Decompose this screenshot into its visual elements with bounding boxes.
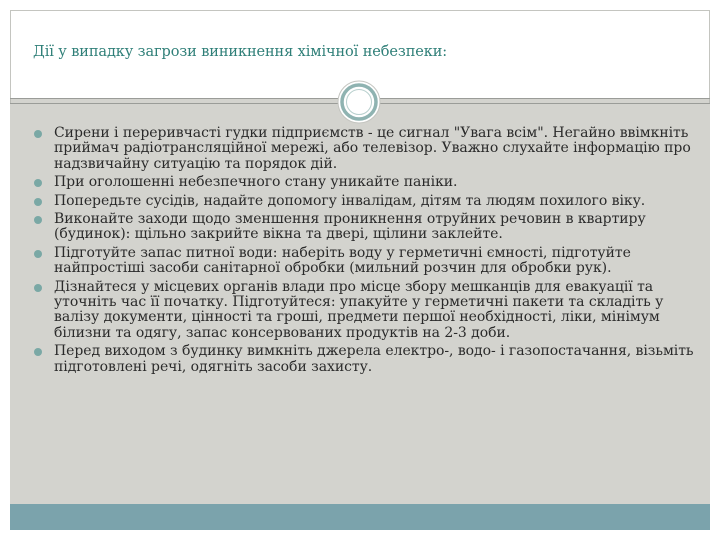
bullet-dot-icon — [34, 250, 42, 258]
list-item-text: При оголошенні небезпечного стану уникайте паніки. — [54, 174, 458, 191]
bullet-dot-icon — [34, 198, 42, 206]
bullet-dot-icon — [34, 179, 42, 187]
list-item-text: Підготуйте запас питної води: наберіть воду у герметичні ємності, підготуйте найпростіші засоби санітарної обробки (мильний розчин для обробки рук). — [54, 244, 631, 277]
list-item — [34, 175, 694, 190]
bullet-list — [34, 126, 694, 378]
list-item-text: Дізнайтеся у місцевих органів влади про місце збору мешканців для евакуації та уточніть час її початку. Підготуйтеся: упакуйте у герметичні пакети та складіть у валізу документи, цінності та гроші, предмети першої необхідності, ліки, мінімум білизни та одягу, запас консервованих продуктів на 2-3 доби. — [54, 278, 664, 341]
list-item — [34, 344, 694, 375]
list-item-text: Попередьте сусідів, надайте допомогу інвалідам, дітям та людям похилого віку. — [54, 192, 646, 209]
footer-band — [10, 504, 710, 530]
list-item-text: Виконайте заходи щодо зменшення проникнення отруйних речовин в квартиру (будинок): щільно закрийте вікна та двері, щілини заклейте. — [54, 211, 646, 243]
list-item — [34, 246, 694, 277]
slide-title: Дії у випадку загрози виникнення хімічної небезпеки: — [33, 44, 448, 60]
list-item — [34, 126, 694, 172]
bullet-dot-icon — [34, 216, 42, 224]
bullet-dot-icon — [34, 130, 42, 138]
list-item — [34, 212, 694, 243]
list-item — [34, 280, 694, 342]
list-item-text: Перед виходом з будинку вимкніть джерела електро-, водо- і газопостачання, візьміть підготовлені речі, одягніть засоби захисту. — [54, 343, 694, 375]
list-item — [34, 194, 694, 209]
circle-ornament-icon — [337, 80, 381, 124]
bullet-dot-icon — [34, 284, 42, 292]
bullet-dot-icon — [34, 348, 42, 356]
list-item-text: Сирени і переривчасті гудки підприємств - це сигнал "Увага всім". Негайно ввімкніть приймач радіотрансляційної мережі, або телевізор. Уважно слухайте інформацію про надзвичайну ситуацію та порядок дій. — [54, 125, 691, 172]
